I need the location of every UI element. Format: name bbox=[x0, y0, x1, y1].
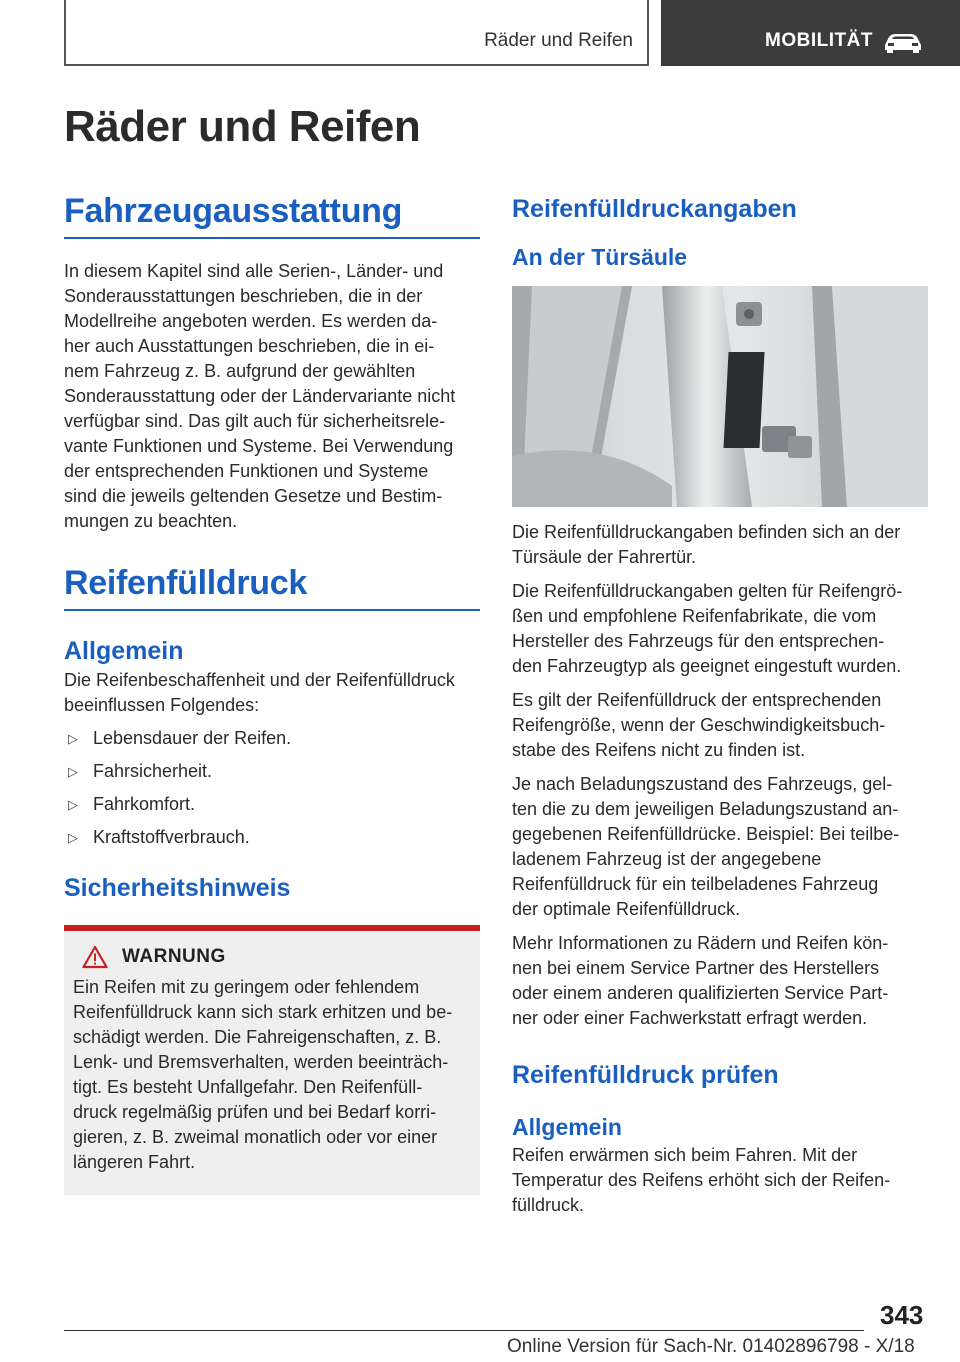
allgemein-text: Die Reifenbeschaffenheit und der Reifenfülldruck beeinflussen Folgendes: bbox=[64, 670, 455, 715]
warning-triangle-icon bbox=[82, 945, 108, 969]
list-item: ▷ Fahrsicherheit. bbox=[64, 759, 480, 784]
para-more-info: Mehr Informationen zu Rädern und Reifen kön- nen bei einem Service Partner des Herstellers oder einem anderen qualifizierten Service Part- ner oder einer Fachwerkstatt erfragt werden. bbox=[512, 933, 889, 1028]
triangle-bullet-icon: ▷ bbox=[68, 764, 78, 779]
heading-fahrzeugausstattung: Fahrzeugausstattung bbox=[64, 192, 480, 239]
left-column bbox=[64, 190, 480, 1195]
right-column bbox=[512, 190, 928, 1218]
heading-sicherheitshinweis: Sicherheitshinweis bbox=[64, 874, 291, 902]
list-item: ▷ Fahrkomfort. bbox=[64, 792, 480, 817]
warning-text: Ein Reifen mit zu geringem oder fehlendem Reifenfülldruck kann sich stark erhitzen und be- schädigt werden. Die Fahreigenschaften, z. B. Lenk- und Bremsverhalten, werden beeinträch- tigt. Es besteht Unfallgefahr. Den Reifenfüll- druck regelmäßig prüfen und bei Bedarf korri- gieren, z. B. zweimal monatlich oder vor einer längeren Fahrt. bbox=[73, 977, 453, 1172]
footer-divider bbox=[64, 1330, 864, 1331]
fahrzeugausstattung-text: In diesem Kapitel sind alle Serien-, Länder- und Sonderausstattungen beschrieben, die in der Modellreihe angeboten werden. Es werden da- her auch Ausstattungen beschrieben, die in ei- nem Fahrzeug z. B. aufgrund der gewählten Sonderausstattung oder der Ländervariante nicht verfügbar sind. Das gilt auch für sicherheitsrele- vante Funktionen und Systeme. Bei Verwendung der entsprechenden Funktionen und Systeme sind die jeweils geltenden Gesetze und Bestim- mungen zu beachten. bbox=[64, 261, 456, 531]
para-validity: Die Reifenfülldruckangaben gelten für Reifengrö- ßen und empfohlene Reifenfabrikate, die vom Hersteller des Fahrzeugs für den entsprechen- den Fahrzeugtyp als geeignet eingestuft wurden. bbox=[512, 581, 903, 676]
page-number: 343 bbox=[880, 1300, 924, 1330]
chapter-tab bbox=[661, 0, 960, 66]
heading-reifenfuelldruckangaben: Reifenfülldruckangaben bbox=[512, 195, 797, 223]
page-title: Räder und Reifen bbox=[64, 102, 421, 151]
footer-text: Online Version für Sach-Nr. 01402896798 - X/18 bbox=[507, 1336, 915, 1357]
para-load-state: Je nach Beladungszustand des Fahrzeugs, gel- ten die zu dem jeweiligen Beladungszustand an- gegebenen Reifenfülldrücke. Beispiel: Bei teilbe- ladenem Fahrzeug ist der angegebene Reifenfülldruck für ein teilbeladenes Fahrzeug der optimale Reifenfülldruck. bbox=[512, 774, 900, 919]
influence-list bbox=[64, 726, 480, 850]
para-speed-letter: Es gilt der Reifenfülldruck der entsprechenden Reifengröße, wenn der Geschwindigkeitsbuch- stabe des Reifens nicht zu finden ist. bbox=[512, 690, 886, 760]
chapter-label: MOBILITÄT bbox=[765, 30, 873, 51]
heading-allgemein-pruefen: Allgemein bbox=[512, 1114, 622, 1140]
list-item: ▷ Lebensdauer der Reifen. bbox=[64, 726, 480, 751]
section-tab bbox=[64, 0, 649, 66]
triangle-bullet-icon: ▷ bbox=[68, 797, 78, 812]
list-item: ▷ Kraftstoffverbrauch. bbox=[64, 825, 480, 850]
heading-reifenfuelldruck-pruefen: Reifenfülldruck prüfen bbox=[512, 1061, 779, 1089]
door-pillar-illustration bbox=[512, 286, 928, 507]
triangle-bullet-icon: ▷ bbox=[68, 830, 78, 845]
page-header bbox=[0, 0, 960, 66]
heading-reifenfuelldruck: Reifenfülldruck bbox=[64, 564, 480, 611]
car-icon bbox=[883, 31, 923, 53]
section-label: Räder und Reifen bbox=[484, 30, 633, 51]
triangle-bullet-icon: ▷ bbox=[68, 731, 78, 746]
heading-allgemein: Allgemein bbox=[64, 637, 184, 665]
warning-box bbox=[64, 931, 480, 1195]
heading-an-der-tuersaeule: An der Türsäule bbox=[512, 244, 688, 270]
para-location: Die Reifenfülldruckangaben befinden sich an der Türsäule der Fahrertür. bbox=[512, 522, 901, 567]
door-pillar-photo bbox=[512, 286, 928, 507]
warning-title: WARNUNG bbox=[122, 946, 226, 967]
warning-header bbox=[73, 945, 471, 969]
pruefen-text: Reifen erwärmen sich beim Fahren. Mit der Temperatur des Reifens erhöht sich der Reifen- fülldruck. bbox=[512, 1145, 891, 1215]
